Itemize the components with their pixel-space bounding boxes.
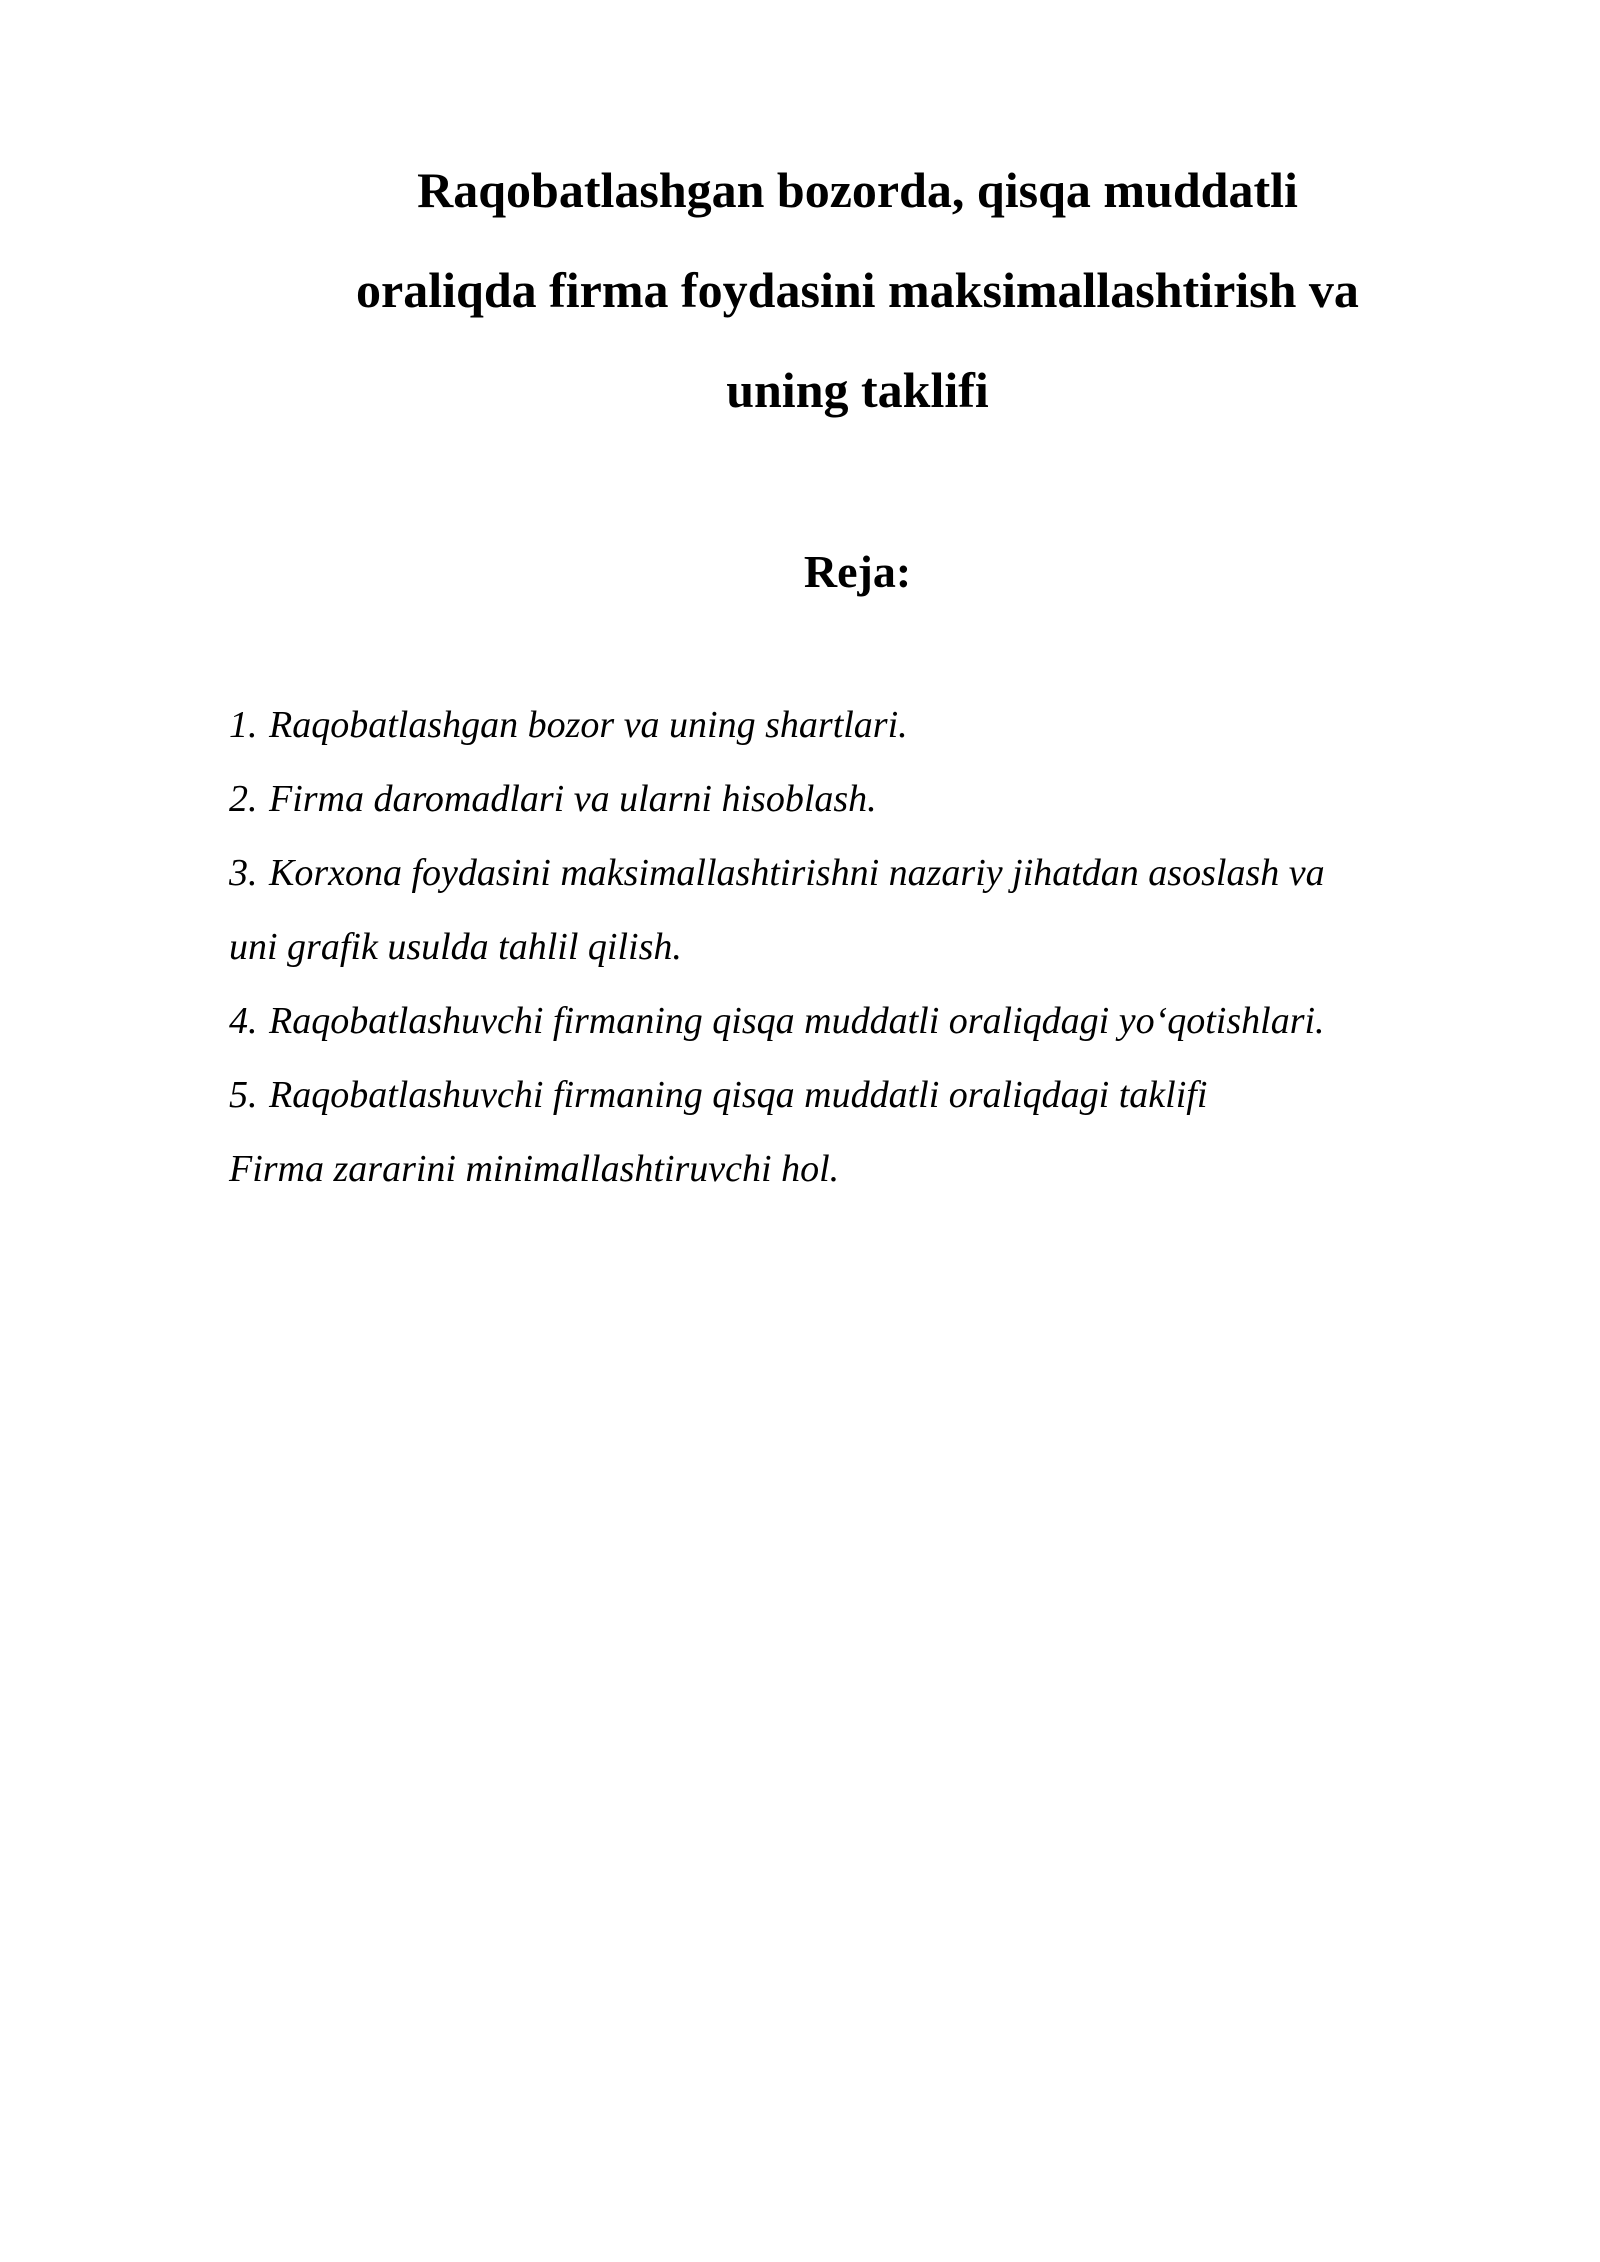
plan-item	[229, 836, 1529, 910]
plan-item	[229, 688, 1529, 762]
plan-item-text: uni grafik usulda tahlil qilish.	[229, 926, 682, 968]
plan-item-continuation	[229, 910, 1529, 984]
document-title	[240, 140, 1475, 440]
plan-item-text: Korxona foydasini maksimallashtirishni nazariy jihatdan asoslash va	[269, 852, 1325, 894]
plan-item-number: 5.	[229, 1074, 258, 1116]
plan-item	[229, 984, 1529, 1058]
plan-item-text: Raqobatlashgan bozor va uning shartlari.	[269, 704, 908, 746]
title-line: oraliqda firma foydasini maksimallashtirish va	[356, 262, 1359, 318]
plan-item-number: 1.	[229, 704, 258, 746]
plan-item-number: 4.	[229, 1000, 258, 1042]
title-line: Raqobatlashgan bozorda, qisqa muddatli	[417, 162, 1298, 218]
plan-item	[229, 762, 1529, 836]
plan-item-continuation	[229, 1132, 1529, 1206]
plan-list	[229, 688, 1529, 1206]
plan-heading: Reja:	[803, 546, 912, 597]
plan-item-number: 3.	[229, 852, 258, 894]
plan-item-text: Firma zararini minimallashtiruvchi hol.	[229, 1148, 840, 1190]
plan-item-text: Raqobatlashuvchi firmaning qisqa muddatli oraliqdagi yo‘qotishlari.	[269, 1000, 1325, 1042]
title-line: uning taklifi	[726, 362, 989, 418]
plan-item-number: 2.	[229, 778, 258, 820]
plan-item-text: Firma daromadlari va ularni hisoblash.	[269, 778, 877, 820]
plan-item	[229, 1058, 1529, 1132]
plan-item-text: Raqobatlashuvchi firmaning qisqa muddatli oraliqdagi taklifi	[269, 1074, 1208, 1116]
